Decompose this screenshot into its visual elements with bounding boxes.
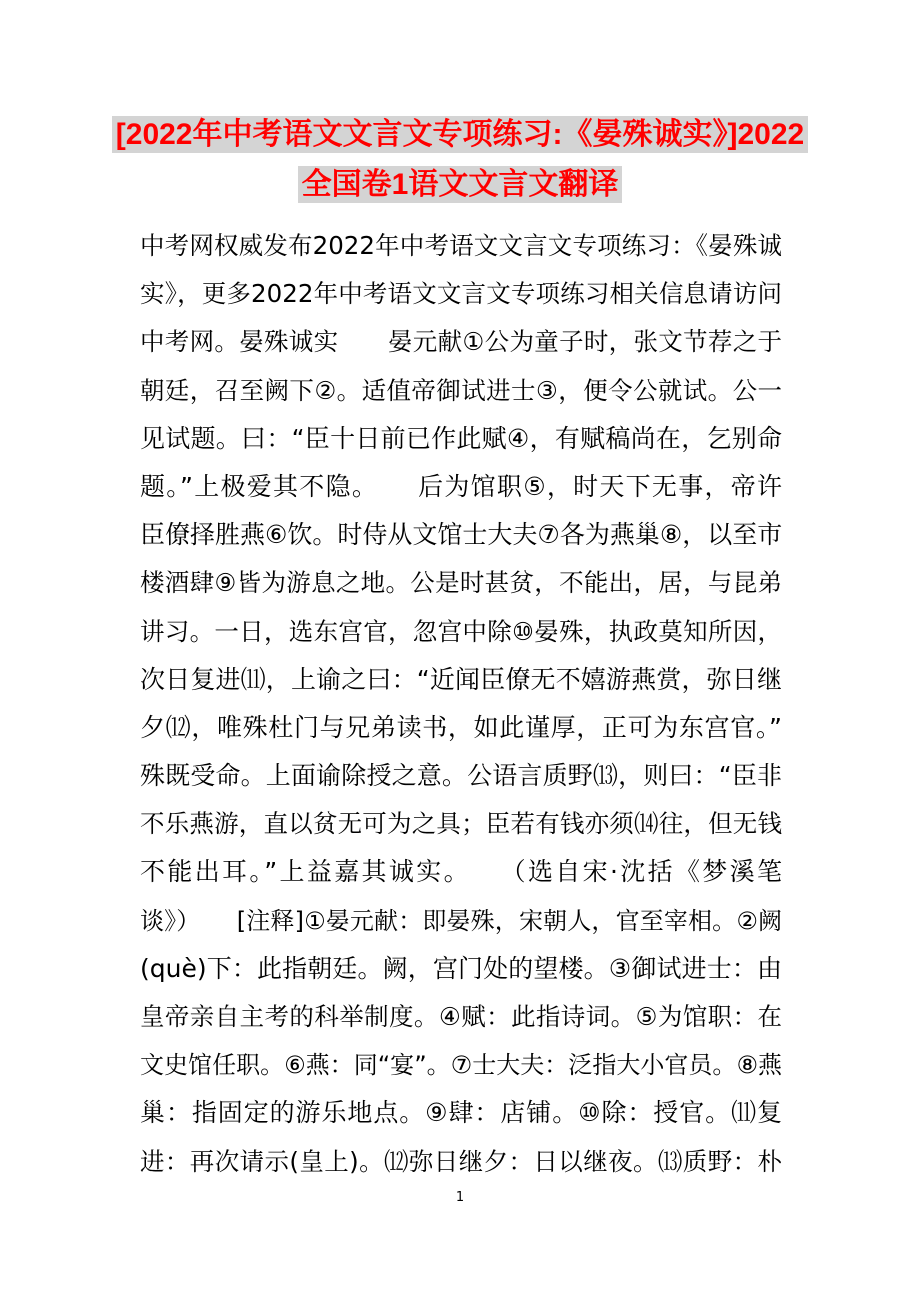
body-line: 文史馆任职。⑥燕：同“宴”。⑦士大夫：泛指大小官员。⑧燕 [140, 1051, 782, 1080]
title-text-1: [2022年中考语文文言文专项练习:《晏殊诚实》]2022 [112, 116, 808, 153]
body-line: 中考网权威发布2022年中考语文文言文专项练习：《晏殊诚 [140, 231, 782, 260]
body-line: 臣僚择胜燕⑥饮。时侍从文馆士大夫⑦各为燕巢⑧，以至市 [140, 520, 783, 550]
body-line: 进：再次请示(皇上)。⑿弥日继夕：日以继夜。⒀质野：朴 [140, 1146, 782, 1176]
body-line: (què)下：此指朝廷。阙，宫门处的望楼。③御试进士：由 [140, 953, 782, 983]
body-line: 中考网。晏殊诚实 晏元献①公为童子时，张文节荐之于 [140, 327, 782, 357]
title-text-2: 全国卷1语文文言文翻译 [298, 166, 623, 203]
body-line: 殊既受命。上面谕除授之意。公语言质野⒀，则曰：“臣非 [140, 761, 782, 791]
body-line: 实》，更多2022年中考语文文言文专项练习相关信息请访问 [140, 279, 782, 309]
body-line: 不能出耳。”上益嘉其诚实。 （选自宋·沈括《梦溪笔 [140, 857, 782, 887]
body-line: 次日复进⑾，上谕之曰：“近闻臣僚无不嬉游燕赏，弥日继 [140, 664, 782, 694]
body-line: 楼酒肆⑨皆为游息之地。公是时甚贫，不能出，居，与昆弟 [140, 568, 782, 598]
document-title-line-1 [0, 115, 920, 155]
body-line: 不乐燕游，直以贫无可为之具；臣若有钱亦须⒁往，但无钱 [140, 809, 782, 839]
body-line: 皇帝亲自主考的科举制度。④赋：此指诗词。⑤为馆职：在 [140, 1002, 782, 1031]
body-line: 题。”上极爱其不隐。 后为馆职⑤，时天下无事，帝许 [140, 471, 782, 501]
body-line: 夕⑿，唯殊杜门与兄弟读书，如此谨厚，正可为东宫官。” [140, 712, 782, 742]
body-line: 巢：指固定的游乐地点。⑨肆：店铺。⑩除：授官。⑾复 [140, 1098, 782, 1128]
document-title-line-2 [0, 165, 920, 205]
body-line: 讲习。一日，选东宫官，忽宫中除⑩晏殊，执政莫知所因， [140, 616, 782, 646]
body-line: 见试题。曰：“臣十日前已作此赋④，有赋稿尚在，乞别命 [140, 423, 782, 453]
page-number: 1 [455, 1190, 465, 1205]
body-line: 朝廷，召至阙下②。适值帝御试进士③，便令公就试。公一 [140, 375, 782, 405]
body-line: 谈》） [注释]①晏元献：即晏殊，宋朝人，官至宰相。②阙 [140, 906, 782, 935]
document-body [140, 222, 782, 1186]
